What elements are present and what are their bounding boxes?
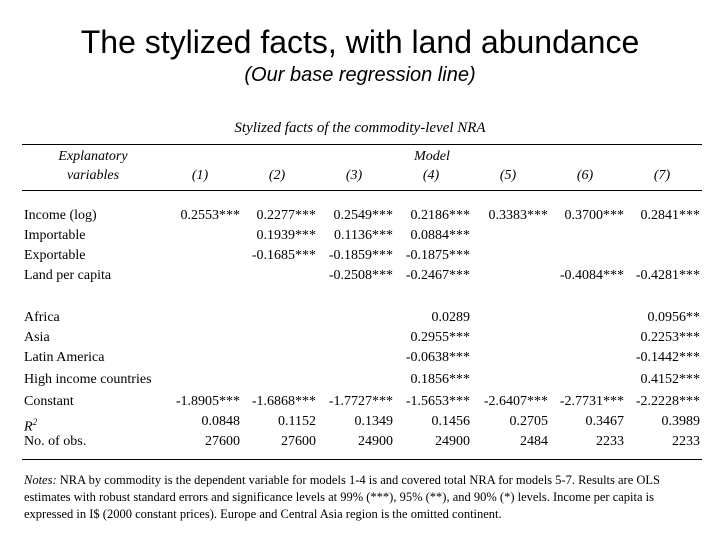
table-cell: 0.1152 [278, 414, 316, 429]
table-cell: 24900 [435, 434, 470, 449]
column-header: (2) [268, 168, 286, 183]
table-cell: 0.3467 [585, 414, 624, 429]
table-cell: -0.2508*** [328, 268, 393, 283]
table-cell: 0.0956** [647, 310, 700, 325]
table-cell: -0.0638*** [405, 350, 470, 365]
table-cell: 0.2841*** [640, 208, 700, 223]
row-label: Importable [24, 228, 86, 243]
notes-prefix: Notes: [24, 473, 57, 487]
column-header: (1) [191, 168, 209, 183]
table-cell: -1.5653*** [405, 394, 470, 409]
column-header: (3) [345, 168, 363, 183]
table-cell: 0.2277*** [256, 208, 316, 223]
row-label-text: R [24, 419, 33, 435]
table-cell: 27600 [281, 434, 316, 449]
row-label [24, 414, 37, 436]
table-cell: -0.2467*** [405, 268, 470, 283]
table-cell: 24900 [358, 434, 393, 449]
slide-subtitle: (Our base regression line) [244, 64, 476, 86]
table-top-rule [22, 144, 702, 145]
table-cell: 0.2705 [509, 414, 548, 429]
row-label: Asia [24, 330, 50, 345]
column-header: (5) [499, 168, 517, 183]
row-label: Land per capita [24, 268, 112, 283]
table-bottom-rule [22, 459, 702, 460]
table-cell: -2.2228*** [635, 394, 700, 409]
table-cell: -2.6407*** [483, 394, 548, 409]
header-explanatory-2: variables [66, 168, 120, 183]
column-header: (6) [576, 168, 594, 183]
row-label: Income (log) [24, 208, 97, 223]
row-label-superscript: 2 [32, 417, 38, 427]
table-cell: 0.1856*** [410, 372, 470, 387]
table-cell: 0.4152*** [640, 372, 700, 387]
table-cell: 0.3383*** [488, 208, 548, 223]
table-cell: 27600 [205, 434, 240, 449]
row-label: Exportable [24, 248, 86, 263]
table-cell: 0.0289 [431, 310, 470, 325]
column-header: (7) [653, 168, 671, 183]
table-cell: -1.6868*** [251, 394, 316, 409]
table-cell: -0.1875*** [405, 248, 470, 263]
row-label: Constant [24, 394, 74, 409]
table-cell: 2233 [672, 434, 700, 449]
table-cell: 0.1456 [431, 414, 470, 429]
table-cell: 2484 [520, 434, 548, 449]
table-cell: -0.4281*** [635, 268, 700, 283]
header-model: Model [414, 149, 450, 164]
table-cell: 0.3989 [661, 414, 700, 429]
row-label: Africa [24, 310, 60, 325]
table-notes [24, 472, 704, 523]
table-cell: 0.0848 [201, 414, 240, 429]
table-cell: 0.2549*** [333, 208, 393, 223]
header-explanatory-1: Explanatory [58, 149, 128, 164]
table-cell: -0.1685*** [251, 248, 316, 263]
column-header: (4) [422, 168, 440, 183]
table-cell: -2.7731*** [559, 394, 624, 409]
row-label: Latin America [24, 350, 105, 365]
table-cell: 0.2553*** [180, 208, 240, 223]
table-cell: -0.1442*** [635, 350, 700, 365]
table-cell: 0.3700*** [564, 208, 624, 223]
table-cell: -0.1859*** [328, 248, 393, 263]
table-cell: 0.2186*** [410, 208, 470, 223]
table-cell: 0.1136*** [334, 228, 393, 243]
row-label: No. of obs. [24, 434, 87, 449]
notes-text: NRA by commodity is the dependent variable for models 1-4 is and covered total NRA for models 5-7. Results are OLS estimates with robust standard errors and significance levels at 99% (***), 95% (**), and 90% (*) levels. Income per capita is expressed in I$ (2000 constant prices). Europe and Central Asia region is the omitted continent. [24, 473, 660, 521]
table-cell: 0.2955*** [410, 330, 470, 345]
table-cell: 0.0884*** [410, 228, 470, 243]
table-cell: -1.8905*** [175, 394, 240, 409]
slide-title: The stylized facts, with land abundance [80, 24, 640, 60]
table-cell: 0.1349 [354, 414, 393, 429]
table-cell: 2233 [596, 434, 624, 449]
table-cell: -1.7727*** [328, 394, 393, 409]
header-bottom-rule [22, 190, 702, 191]
table-cell: 0.2253*** [640, 330, 700, 345]
table-cell: -0.4084*** [559, 268, 624, 283]
table-caption: Stylized facts of the commodity-level NRA [234, 120, 486, 136]
table-cell: 0.1939*** [256, 228, 316, 243]
row-label: High income countries [24, 372, 152, 387]
